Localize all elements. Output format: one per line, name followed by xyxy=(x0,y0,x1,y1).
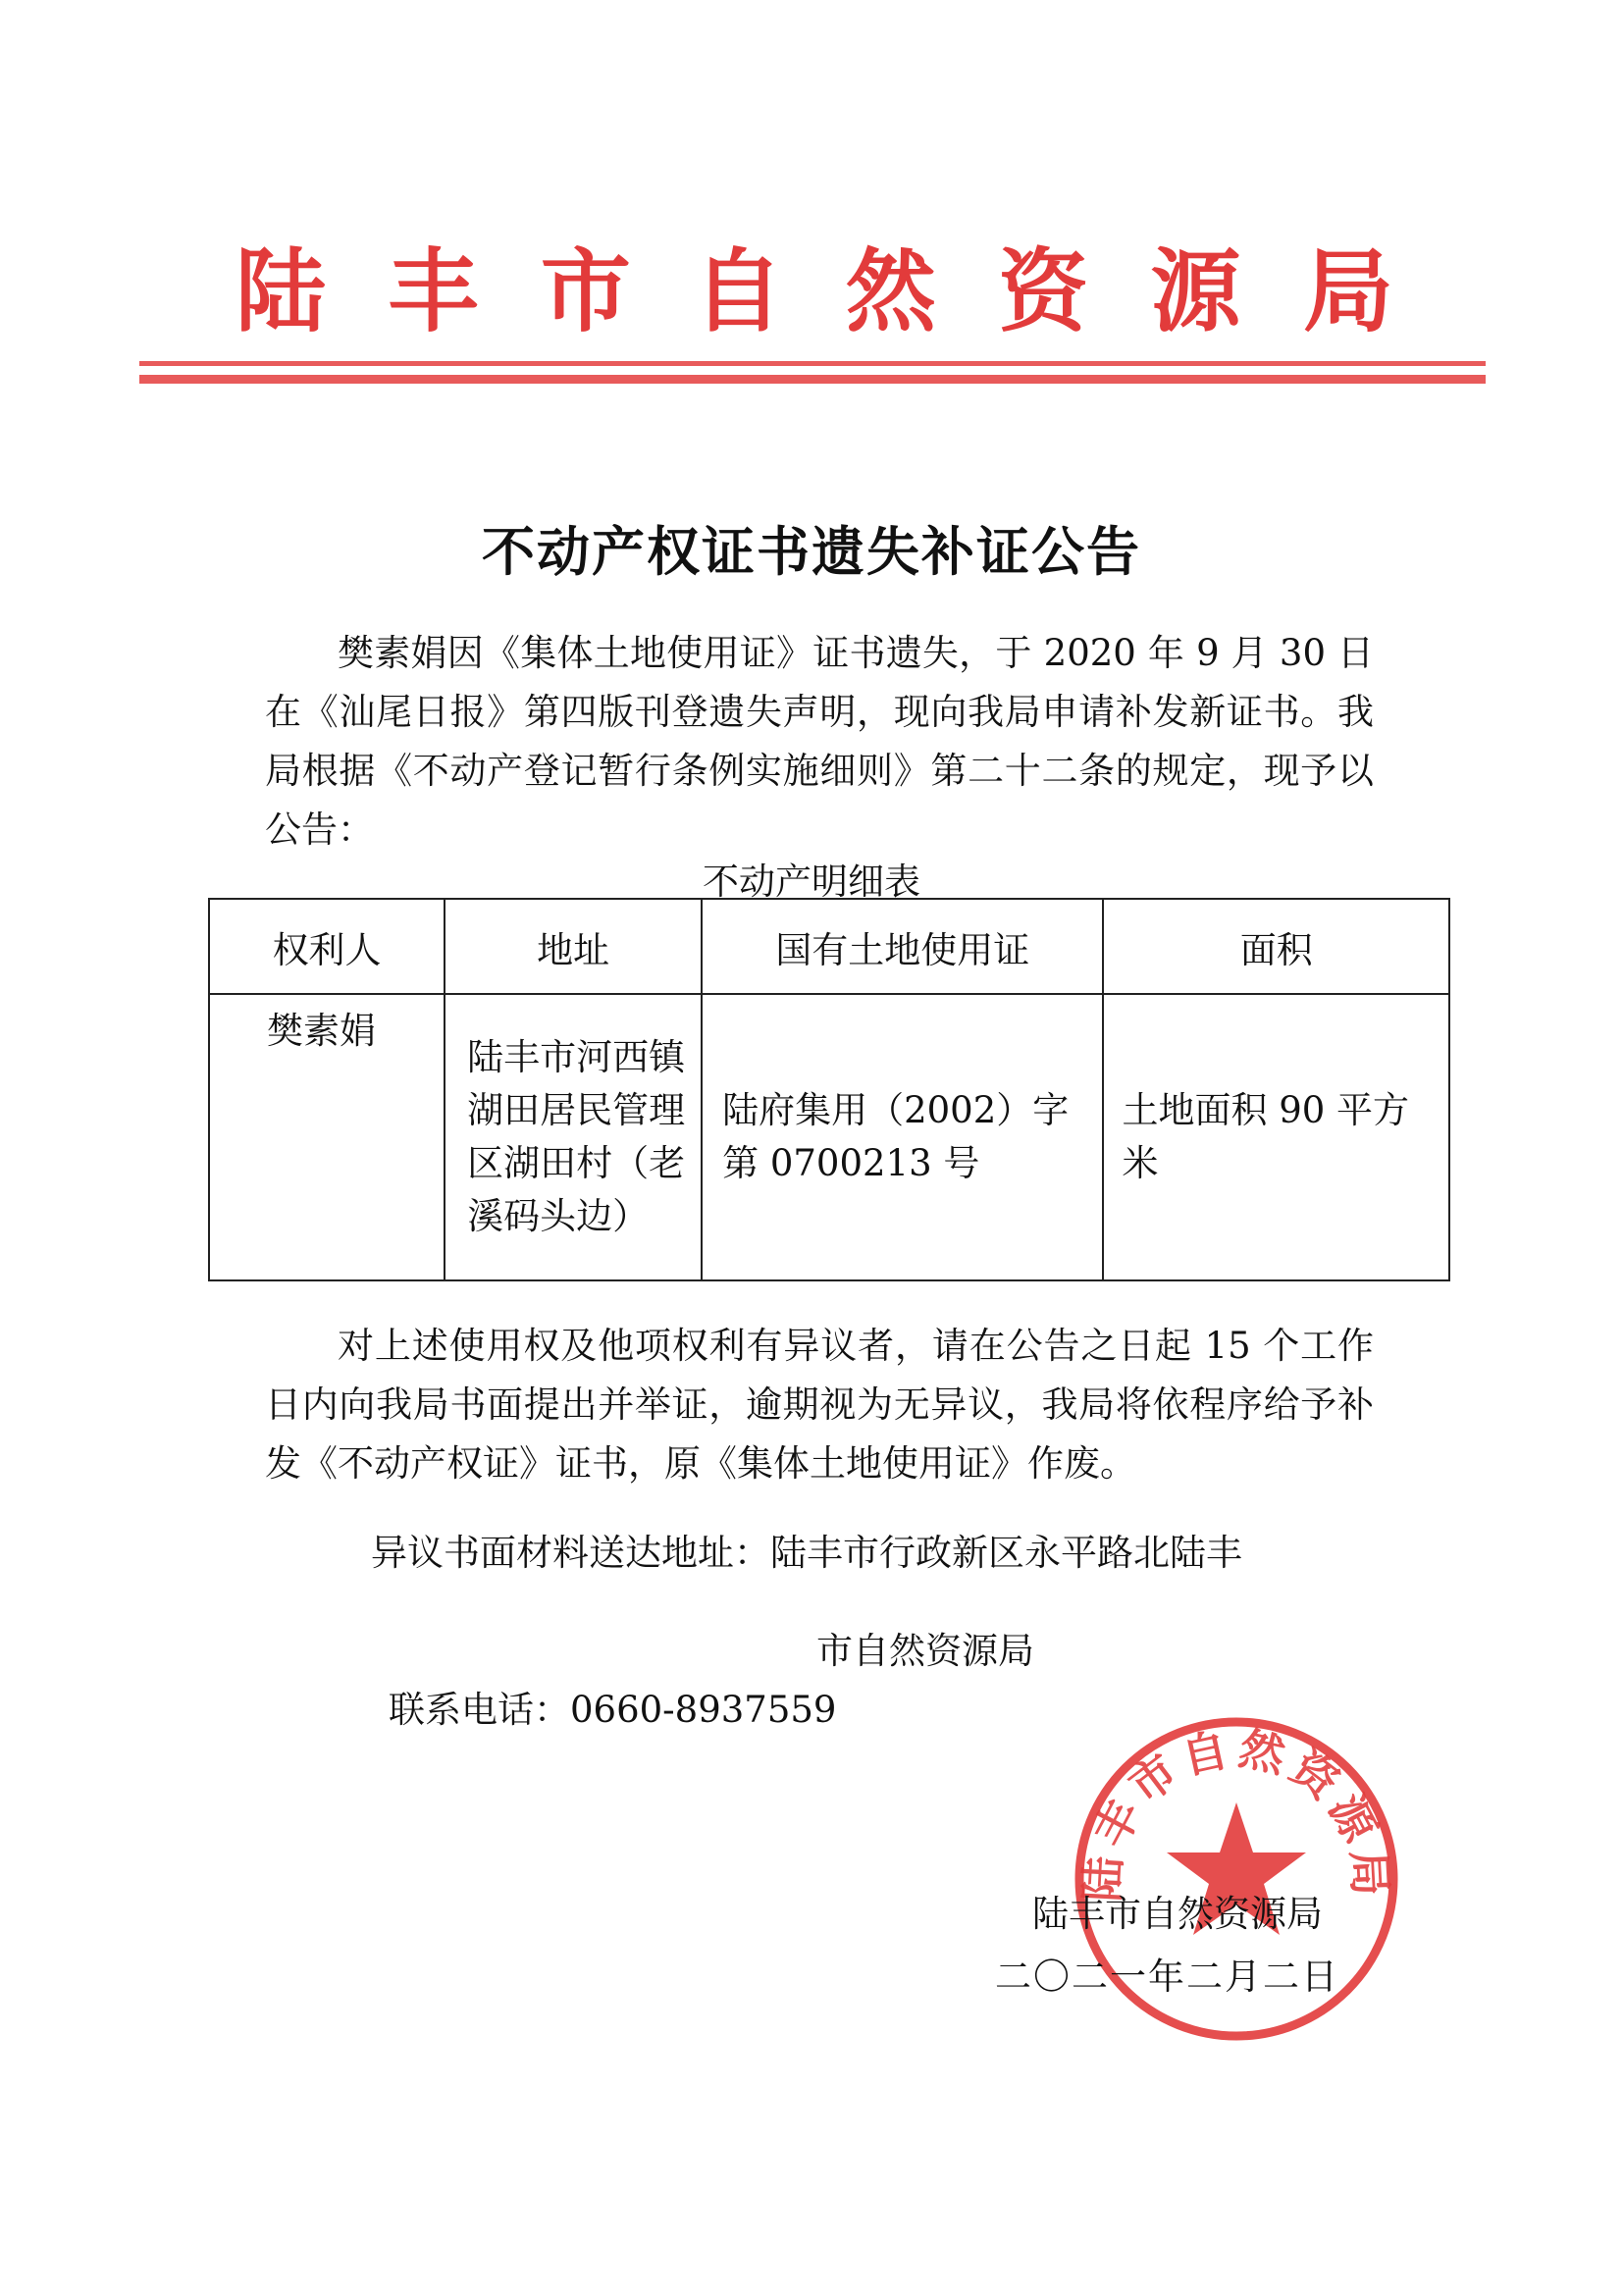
signature-date: 二〇二一年二月二日 xyxy=(995,1956,1339,1998)
header-area: 面积 xyxy=(1103,899,1449,994)
table-caption: 不动产明细表 xyxy=(703,861,920,903)
letterhead-char: 自 xyxy=(693,239,784,344)
table-row xyxy=(209,994,1449,1280)
header-address: 地址 xyxy=(445,899,702,994)
letterhead-char: 陆 xyxy=(236,239,327,344)
letterhead-rule-thin xyxy=(139,361,1486,366)
cell-certificate: 陆府集用（2002）字第 0700213 号 xyxy=(702,994,1103,1280)
contact-phone xyxy=(389,1680,836,1733)
contact-phone-label: 联系电话： xyxy=(389,1689,570,1731)
letterhead-char: 然 xyxy=(845,239,936,344)
objection-paragraph: 对上述使用权及他项权利有异议者，请在公告之日起 15 个工作日内向我局书面提出并举证，逾期视为无异议，我局将依程序给予补发《不动产权证》证书，原《集体土地使用证》作废。 xyxy=(265,1325,1374,1485)
cell-area: 土地面积 90 平方米 xyxy=(1103,994,1449,1280)
intro-paragraph: 樊素娟因《集体土地使用证》证书遗失，于 2020 年 9 月 30 日在《汕尾日报》第四版刊登遗失声明，现向我局申请补发新证书。我局根据《不动产登记暂行条例实施细则》第二十二条的规定，现予以公告： xyxy=(265,632,1374,851)
table-header-row xyxy=(209,899,1449,994)
cell-address: 陆丰市河西镇湖田居民管理区湖田村（老溪码头边） xyxy=(445,994,702,1280)
letterhead-char: 局 xyxy=(1302,239,1393,344)
objection-address xyxy=(371,1523,1242,1576)
letterhead-title xyxy=(236,226,1393,343)
cell-holder: 樊素娟 xyxy=(209,994,445,1280)
letterhead-char: 资 xyxy=(998,239,1089,344)
seal-text: 陆丰市自然资源局 xyxy=(1074,1721,1398,1904)
header-certificate: 国有土地使用证 xyxy=(702,899,1103,994)
objection-address-line2: 市自然资源局 xyxy=(816,1630,1034,1672)
signature-org: 陆丰市自然资源局 xyxy=(1032,1893,1323,1935)
letterhead-char: 市 xyxy=(540,239,631,344)
letterhead-rule-thick xyxy=(139,375,1486,384)
letterhead-char: 源 xyxy=(1150,239,1241,344)
objection-address-line1: 陆丰市行政新区永平路北陆丰 xyxy=(770,1532,1242,1574)
contact-phone-number: 0660-8937559 xyxy=(570,1689,837,1731)
letterhead-char: 丰 xyxy=(388,239,479,344)
objection-address-label: 异议书面材料送达地址： xyxy=(371,1532,770,1574)
notice-title: 不动产权证书遗失补证公告 xyxy=(482,521,1141,583)
header-holder: 权利人 xyxy=(209,899,445,994)
property-detail-table xyxy=(208,898,1450,1281)
